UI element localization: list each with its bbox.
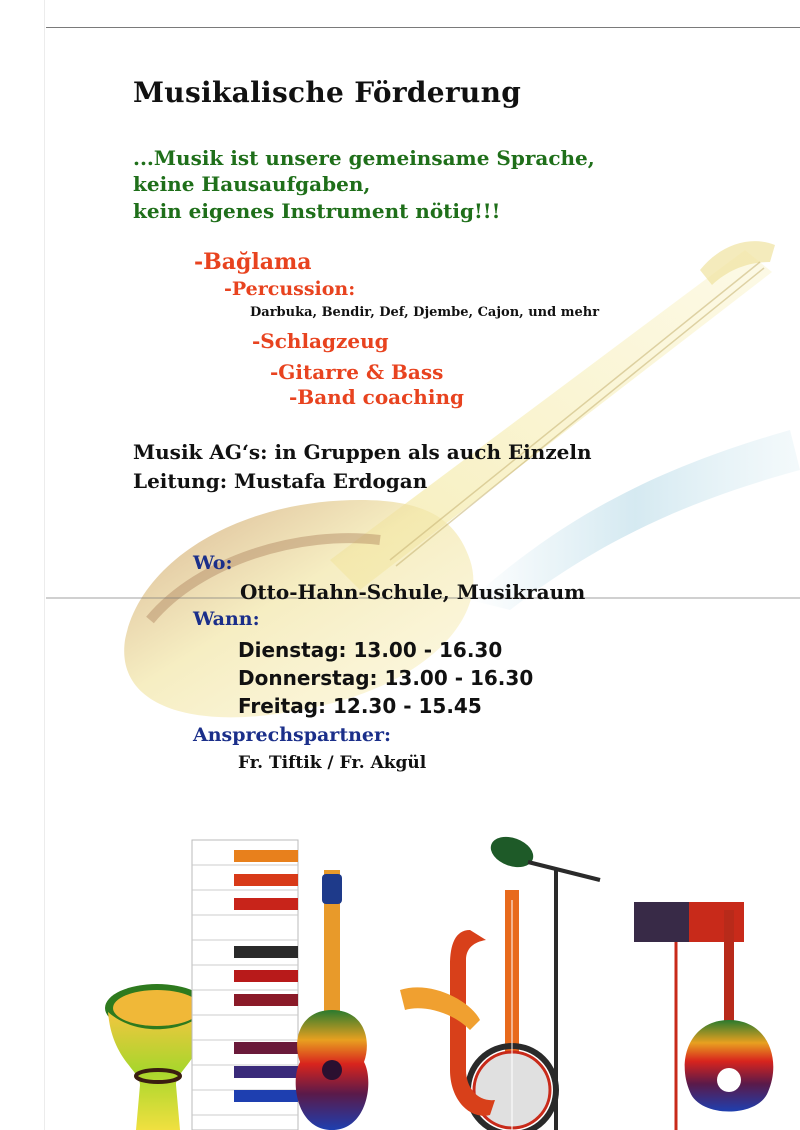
piano-keys-icon (192, 840, 298, 1130)
contact-label: Ansprechspartner: (193, 724, 392, 746)
percussion-instruments: Darbuka, Bendir, Def, Djembe, Cajon, und mehr (250, 305, 600, 320)
page-title: Musikalische Förderung (133, 76, 522, 109)
leitung-info: Leitung: Mustafa Erdogan (133, 469, 428, 493)
schedule-freitag: Freitag: 12.30 - 15.45 (238, 694, 482, 718)
offer-band-coaching: -Band coaching (289, 385, 464, 409)
offer-baglama: -Bağlama (194, 249, 312, 275)
schedule-dienstag: Dienstag: 13.00 - 16.30 (238, 638, 503, 662)
schedule-donnerstag: Donnerstag: 13.00 - 16.30 (238, 666, 534, 690)
banjo-icon (468, 890, 556, 1130)
wo-value: Otto-Hahn-Schule, Musikraum (240, 580, 586, 604)
guitar-icon (296, 870, 369, 1130)
offer-schlagzeug: -Schlagzeug (252, 329, 389, 353)
offer-percussion: -Percussion: (224, 278, 356, 300)
ags-info: Musik AG‘s: in Gruppen als auch Einzeln (133, 440, 592, 464)
instruments-illustration (0, 830, 800, 1130)
slogan-line-1: ...Musik ist unsere gemeinsame Sprache, (133, 146, 595, 170)
wo-label: Wo: (193, 552, 233, 574)
contact-value: Fr. Tiftik / Fr. Akgül (238, 753, 427, 773)
wann-label: Wann: (193, 608, 260, 630)
slogan-line-2: keine Hausaufgaben, (133, 172, 371, 196)
offer-gitarre-bass: -Gitarre & Bass (270, 360, 444, 384)
slogan-line-3: kein eigenes Instrument nötig!!! (133, 199, 501, 223)
